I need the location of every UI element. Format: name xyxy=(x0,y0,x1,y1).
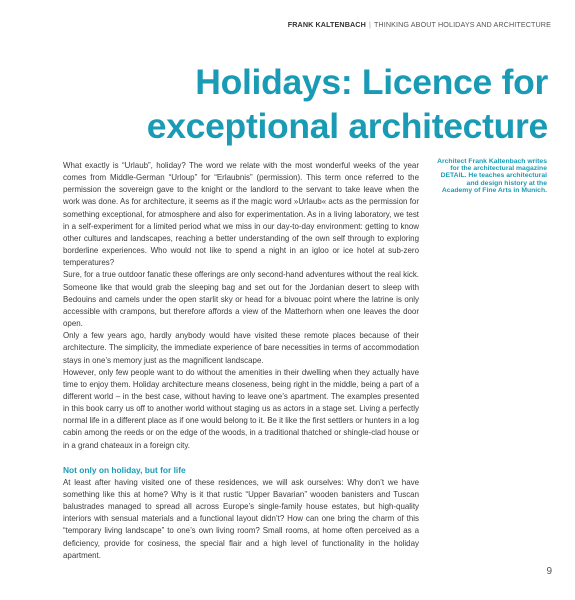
page-title-line-1: Holidays: Licence for xyxy=(195,62,548,102)
page-number: 9 xyxy=(546,566,552,577)
running-head xyxy=(288,20,551,29)
running-head-author: FRANK KALTENBACH xyxy=(287,20,366,29)
body-paragraph-4: However, only few people want to do without the amenities in their dwelling when they actually have time to enjoy them. Holiday architecture means closeness, being right in the middle, being a part of a different world – in the best case, without having to leave one’s apartment. The examples presented in this book carry us off to another world without staging us as actors in a stage set. Living a perfectly normal life in a different place as if one would belong to it. Be it like the first settlers or hunters in a log cabin among the reeds or on the edge of the woods, in a traditional thatched or shingle-clad house or in a grand chateaux in a foreign city. xyxy=(63,367,419,450)
page-title-line-2: exceptional architecture xyxy=(146,106,548,146)
body-paragraph-1: What exactly is “Urlaub”, holiday? The word we relate with the most wonderful weeks of the year comes from Middle-German “Urloup” for “Erlaubnis” (permission). This term once referred to the permission the sovereign gave to the knight or the landlord to the servant to take leave when the work was done. As for architecture, it seems as if the magic word »Urlaub« acts as the permission for something exceptional, for atmosphere and also for experimentation. As in a living laboratory, we test in a self-experiment for a limited period what we miss in our day-to-day environment: getting to know other cultures and landscapes, reaching a better understanding of the own self through to exploring borderline experiences. Who would not like to spend a night in an igloo or ice hotel at sub-zero temperatures? xyxy=(63,161,419,268)
section-subheading: Not only on holiday, but for life xyxy=(63,464,186,475)
running-head-separator: | xyxy=(369,20,371,29)
page-title xyxy=(147,60,548,148)
body-paragraph-2: Sure, for a true outdoor fanatic these offerings are only second-hand adventures without the real kick. Someone like that would grab the sleeping bag and set out for the Jordanian desert to sleep with Bedouins and camels under the open starlit sky or head for a bivouac point where the latrine is only accessible with crampons, but therefore affords a view of the Matterhorn when one leaves the door open. xyxy=(63,270,419,329)
body-column xyxy=(63,160,419,562)
author-note: Architect Frank Kaltenbach writes for the architectural magazine DETAIL. He teaches architectural and design history at the Academy of Fine Arts in Munich. xyxy=(437,158,547,194)
closing-paragraph: At least after having visited one of these residences, we will ask ourselves: Why don’t we have something like this at home? Why is it that rustic “Upper Bavarian” wooden banisters and Tuscan balustrades managed to spread all across Europe’s single-family house estates, but high-quality interiors with sensual materials and a functional layout didn’t? How can one bring the charm of this “temporary living landscape” to one’s own living room? Small rooms, at home often perceived as a deficiency, provide for cosiness, the special flair and a high level of functionality in the holiday apartment. xyxy=(63,477,419,560)
body-paragraph-3: Only a few years ago, hardly anybody would have visited these remote places because of their architecture. The simplicity, the immediate experience of bare necessities in terms of accommodation stays in one’s memory just as the magnificent landscape. xyxy=(63,331,419,365)
running-head-section: THINKING ABOUT HOLIDAYS AND ARCHITECTURE xyxy=(373,20,551,29)
